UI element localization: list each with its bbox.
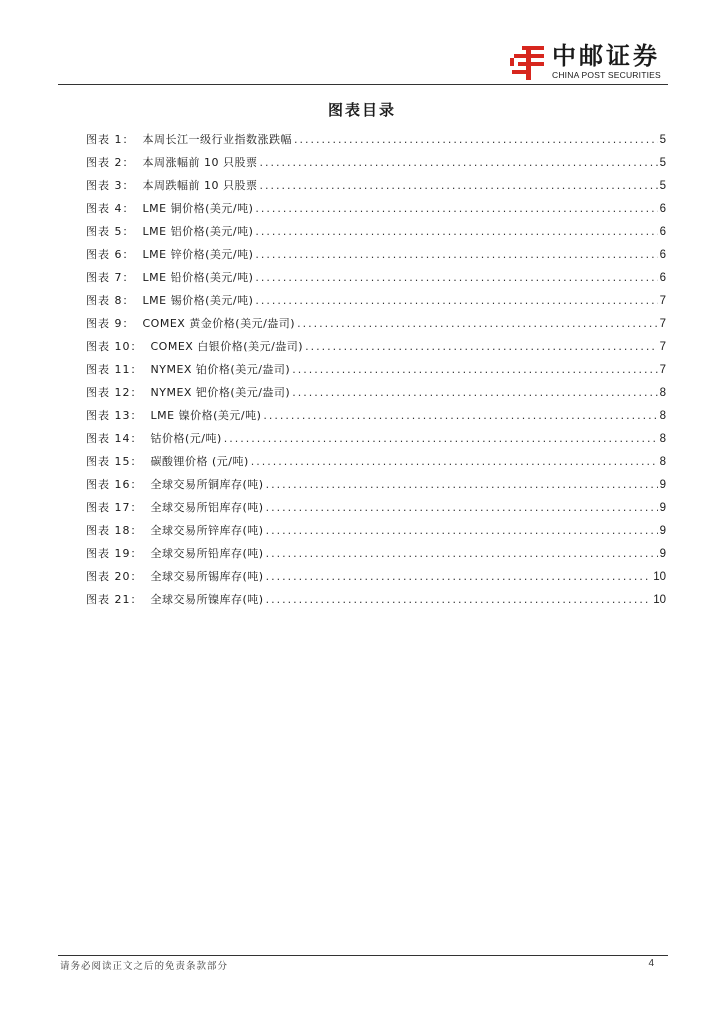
toc-dot-leader <box>297 312 657 335</box>
page-header <box>58 40 668 86</box>
toc-entry[interactable] <box>86 565 666 588</box>
toc-entry-page: 8 <box>659 410 666 422</box>
toc-entry-label: 图表 6： <box>86 248 135 261</box>
toc-entry[interactable] <box>86 128 666 151</box>
toc-entry[interactable] <box>86 243 666 266</box>
toc-entry-page: 5 <box>659 157 666 169</box>
toc-entry-page: 8 <box>659 456 666 468</box>
brand-logo <box>508 42 668 82</box>
toc-dot-leader <box>260 174 658 197</box>
toc-entry-label: 图表 10： <box>86 340 143 353</box>
brand-name-en: CHINA POST SECURITIES <box>552 70 661 80</box>
toc-entry-label: 图表 15： <box>86 455 143 468</box>
toc-title: 图表目录 <box>327 101 396 119</box>
toc-entry[interactable] <box>86 496 666 519</box>
toc-entry-title: 碳酸锂价格 (元/吨) <box>150 455 249 468</box>
toc-entry-page: 7 <box>659 341 666 353</box>
toc-entry-title: 全球交易所锌库存(吨) <box>150 524 264 537</box>
table-of-figures <box>86 128 666 611</box>
toc-entry-label: 图表 3： <box>86 179 135 192</box>
toc-entry[interactable] <box>86 381 666 404</box>
toc-entry-page: 8 <box>659 387 666 399</box>
toc-entry-page: 9 <box>659 479 666 491</box>
toc-entry[interactable] <box>86 151 666 174</box>
toc-dot-leader <box>263 404 657 427</box>
toc-dot-leader <box>251 450 658 473</box>
toc-entry-title: NYMEX 钯价格(美元/盎司) <box>150 386 291 399</box>
toc-entry[interactable] <box>86 289 666 312</box>
toc-dot-leader <box>255 243 657 266</box>
toc-entry-label: 图表 18： <box>86 524 143 537</box>
toc-dot-leader <box>255 289 657 312</box>
toc-entry[interactable] <box>86 588 666 611</box>
footer-disclaimer: 请务必阅读正文之后的免责条款部分 <box>60 961 229 972</box>
toc-entry-title: 全球交易所铅库存(吨) <box>150 547 264 560</box>
toc-entry[interactable] <box>86 174 666 197</box>
toc-entry-title: 全球交易所镍库存(吨) <box>150 593 264 606</box>
toc-entry-title: LME 铝价格(美元/吨) <box>142 225 254 238</box>
toc-dot-leader <box>292 358 657 381</box>
toc-entry-label: 图表 14： <box>86 432 143 445</box>
toc-entry-title: 全球交易所锡库存(吨) <box>150 570 264 583</box>
toc-entry-label: 图表 8： <box>86 294 135 307</box>
toc-entry-label: 图表 1： <box>86 133 135 146</box>
toc-dot-leader <box>266 519 658 542</box>
toc-entry[interactable] <box>86 197 666 220</box>
toc-entry-page: 10 <box>653 594 666 606</box>
toc-entry-page: 7 <box>659 295 666 307</box>
toc-entry-label: 图表 5： <box>86 225 135 238</box>
toc-entry-title: LME 铅价格(美元/吨) <box>142 271 254 284</box>
toc-entry-label: 图表 17： <box>86 501 143 514</box>
toc-entry-page: 7 <box>659 364 666 376</box>
toc-entry-title: 全球交易所铝库存(吨) <box>150 501 264 514</box>
toc-entry-label: 图表 13： <box>86 409 143 422</box>
toc-entry[interactable] <box>86 358 666 381</box>
toc-entry[interactable] <box>86 473 666 496</box>
toc-entry[interactable] <box>86 427 666 450</box>
toc-entry-label: 图表 11： <box>86 363 143 376</box>
toc-entry-label: 图表 7： <box>86 271 135 284</box>
toc-entry-title: 全球交易所铜库存(吨) <box>150 478 264 491</box>
footer-divider <box>58 955 668 956</box>
toc-entry-title: NYMEX 铂价格(美元/盎司) <box>150 363 291 376</box>
toc-entry-page: 9 <box>659 502 666 514</box>
toc-entry-title: 本周跌幅前 10 只股票 <box>142 179 258 192</box>
toc-entry[interactable] <box>86 335 666 358</box>
toc-dot-leader <box>292 381 657 404</box>
toc-entry-page: 10 <box>653 571 666 583</box>
toc-entry-title: COMEX 黄金价格(美元/盎司) <box>142 317 296 330</box>
toc-entry-title: COMEX 白银价格(美元/盎司) <box>150 340 304 353</box>
toc-entry-page: 6 <box>659 249 666 261</box>
toc-entry-page: 6 <box>659 203 666 215</box>
toc-entry-label: 图表 9： <box>86 317 135 330</box>
toc-entry-title: LME 镍价格(美元/吨) <box>150 409 262 422</box>
toc-entry-title: 本周长江一级行业指数涨跌幅 <box>142 133 292 146</box>
toc-entry[interactable] <box>86 450 666 473</box>
toc-entry-label: 图表 2： <box>86 156 135 169</box>
toc-dot-leader <box>255 266 657 289</box>
toc-entry[interactable] <box>86 220 666 243</box>
toc-dot-leader <box>294 128 658 151</box>
toc-entry-title: 钴价格(元/吨) <box>150 432 222 445</box>
toc-entry[interactable] <box>86 519 666 542</box>
toc-entry-page: 6 <box>659 226 666 238</box>
toc-dot-leader <box>255 220 657 243</box>
toc-entry[interactable] <box>86 542 666 565</box>
toc-entry[interactable] <box>86 404 666 427</box>
toc-entry-title: LME 锡价格(美元/吨) <box>142 294 254 307</box>
toc-dot-leader <box>266 542 658 565</box>
toc-entry-page: 5 <box>659 180 666 192</box>
toc-dot-leader <box>255 197 657 220</box>
toc-dot-leader <box>266 496 658 519</box>
toc-entry-label: 图表 4： <box>86 202 135 215</box>
toc-entry-page: 7 <box>659 318 666 330</box>
toc-dot-leader <box>266 588 652 611</box>
toc-entry[interactable] <box>86 266 666 289</box>
toc-dot-leader <box>260 151 658 174</box>
china-post-logo-icon <box>508 42 548 82</box>
toc-entry-title: 本周涨幅前 10 只股票 <box>142 156 258 169</box>
page-number: 4 <box>648 958 654 969</box>
toc-entry-label: 图表 19： <box>86 547 143 560</box>
toc-entry-page: 8 <box>659 433 666 445</box>
toc-entry-title: LME 铜价格(美元/吨) <box>142 202 254 215</box>
toc-dot-leader <box>224 427 658 450</box>
toc-entry-label: 图表 20： <box>86 570 143 583</box>
toc-dot-leader <box>266 565 652 588</box>
toc-entry-label: 图表 12： <box>86 386 143 399</box>
header-divider <box>58 84 668 85</box>
toc-entry-page: 5 <box>659 134 666 146</box>
toc-entry-page: 9 <box>659 548 666 560</box>
toc-entry-title: LME 锌价格(美元/吨) <box>142 248 254 261</box>
toc-entry[interactable] <box>86 312 666 335</box>
toc-entry-label: 图表 16： <box>86 478 143 491</box>
toc-entry-label: 图表 21： <box>86 593 143 606</box>
toc-dot-leader <box>305 335 657 358</box>
toc-dot-leader <box>266 473 658 496</box>
toc-entry-page: 6 <box>659 272 666 284</box>
brand-name-cn: 中邮证券 <box>552 42 660 70</box>
toc-entry-page: 9 <box>659 525 666 537</box>
